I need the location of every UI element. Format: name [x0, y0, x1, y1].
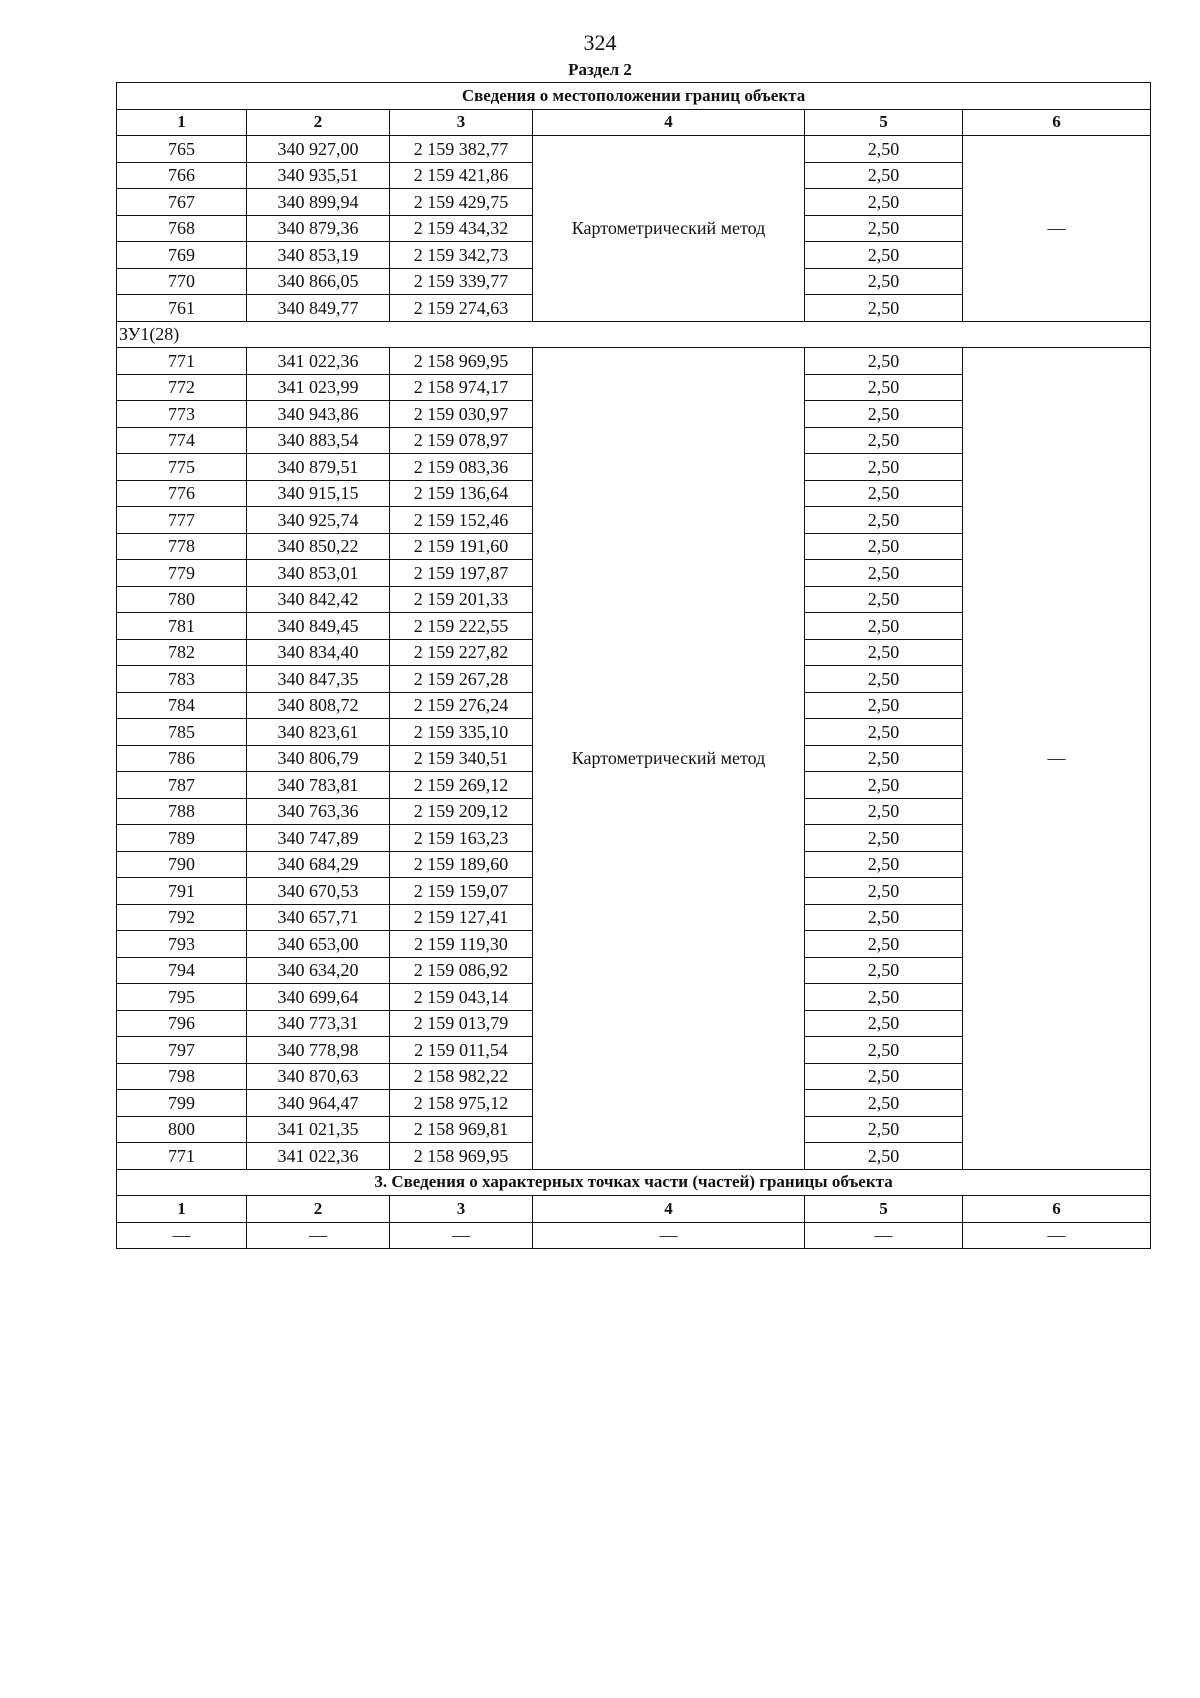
empty-value: — — [963, 1222, 1151, 1249]
table-caption-row — [117, 83, 1151, 110]
point-number: 784 — [117, 692, 247, 719]
point-number: 770 — [117, 268, 247, 295]
group-label: ЗУ1(28) — [117, 321, 1151, 348]
column-header: 5 — [805, 109, 963, 136]
section3-header-row — [117, 1196, 1151, 1223]
column-header: 1 — [117, 109, 247, 136]
description-cell: — — [963, 348, 1151, 1170]
accuracy-value: 2,50 — [805, 401, 963, 428]
coordinate-x: 340 850,22 — [247, 533, 390, 560]
point-number: 779 — [117, 560, 247, 587]
accuracy-value: 2,50 — [805, 215, 963, 242]
section-title: Раздел 2 — [568, 60, 632, 79]
table-row — [117, 348, 1151, 375]
accuracy-value: 2,50 — [805, 719, 963, 746]
column-header: 4 — [533, 1196, 805, 1223]
coordinate-y: 2 159 152,46 — [390, 507, 533, 534]
coordinate-x: 340 747,89 — [247, 825, 390, 852]
accuracy-value: 2,50 — [805, 560, 963, 587]
column-header: 2 — [247, 109, 390, 136]
point-number: 769 — [117, 242, 247, 269]
boundary-table — [116, 82, 1151, 1249]
point-number: 771 — [117, 348, 247, 375]
coordinate-y: 2 159 274,63 — [390, 295, 533, 322]
coordinate-x: 340 763,36 — [247, 798, 390, 825]
accuracy-value: 2,50 — [805, 798, 963, 825]
coordinate-y: 2 159 197,87 — [390, 560, 533, 587]
column-header: 6 — [963, 109, 1151, 136]
point-number: 785 — [117, 719, 247, 746]
point-number: 773 — [117, 401, 247, 428]
group-row — [117, 321, 1151, 348]
accuracy-value: 2,50 — [805, 1063, 963, 1090]
coordinate-x: 340 870,63 — [247, 1063, 390, 1090]
point-number: 774 — [117, 427, 247, 454]
point-number: 789 — [117, 825, 247, 852]
coordinate-y: 2 159 011,54 — [390, 1037, 533, 1064]
coordinate-y: 2 159 163,23 — [390, 825, 533, 852]
point-number: 778 — [117, 533, 247, 560]
coordinate-y: 2 159 159,07 — [390, 878, 533, 905]
coordinate-x: 341 022,36 — [247, 1143, 390, 1170]
point-number: 798 — [117, 1063, 247, 1090]
point-number: 787 — [117, 772, 247, 799]
accuracy-value: 2,50 — [805, 348, 963, 375]
table-row — [117, 136, 1151, 163]
coordinate-y: 2 159 421,86 — [390, 162, 533, 189]
point-number: 800 — [117, 1116, 247, 1143]
accuracy-value: 2,50 — [805, 639, 963, 666]
coordinate-x: 340 634,20 — [247, 957, 390, 984]
column-header: 5 — [805, 1196, 963, 1223]
coordinate-x: 340 684,29 — [247, 851, 390, 878]
point-number: 795 — [117, 984, 247, 1011]
coordinate-y: 2 159 078,97 — [390, 427, 533, 454]
coordinate-y: 2 159 269,12 — [390, 772, 533, 799]
coordinate-y: 2 159 335,10 — [390, 719, 533, 746]
coordinate-y: 2 159 119,30 — [390, 931, 533, 958]
coordinate-x: 340 823,61 — [247, 719, 390, 746]
coordinate-x: 340 657,71 — [247, 904, 390, 931]
coordinate-y: 2 159 136,64 — [390, 480, 533, 507]
coordinate-y: 2 159 030,97 — [390, 401, 533, 428]
accuracy-value: 2,50 — [805, 295, 963, 322]
coordinate-x: 340 853,19 — [247, 242, 390, 269]
coordinate-x: 341 023,99 — [247, 374, 390, 401]
accuracy-value: 2,50 — [805, 454, 963, 481]
accuracy-value: 2,50 — [805, 957, 963, 984]
point-number: 793 — [117, 931, 247, 958]
coordinate-y: 2 159 191,60 — [390, 533, 533, 560]
point-number: 786 — [117, 745, 247, 772]
coordinate-x: 340 866,05 — [247, 268, 390, 295]
coordinate-y: 2 159 276,24 — [390, 692, 533, 719]
section3-data-row — [117, 1222, 1151, 1249]
point-number: 771 — [117, 1143, 247, 1170]
method-cell: Картометрический метод — [533, 136, 805, 322]
accuracy-value: 2,50 — [805, 851, 963, 878]
coordinate-y: 2 159 013,79 — [390, 1010, 533, 1037]
point-number: 788 — [117, 798, 247, 825]
coordinate-y: 2 159 342,73 — [390, 242, 533, 269]
empty-value: — — [390, 1222, 533, 1249]
point-number: 796 — [117, 1010, 247, 1037]
coordinate-x: 340 834,40 — [247, 639, 390, 666]
accuracy-value: 2,50 — [805, 878, 963, 905]
point-number: 766 — [117, 162, 247, 189]
coordinate-x: 340 964,47 — [247, 1090, 390, 1117]
coordinate-y: 2 159 222,55 — [390, 613, 533, 640]
coordinate-x: 340 783,81 — [247, 772, 390, 799]
point-number: 761 — [117, 295, 247, 322]
section3-caption-row — [117, 1169, 1151, 1196]
point-number: 781 — [117, 613, 247, 640]
coordinate-x: 340 883,54 — [247, 427, 390, 454]
accuracy-value: 2,50 — [805, 666, 963, 693]
accuracy-value: 2,50 — [805, 931, 963, 958]
coordinate-y: 2 158 982,22 — [390, 1063, 533, 1090]
accuracy-value: 2,50 — [805, 242, 963, 269]
coordinate-y: 2 158 974,17 — [390, 374, 533, 401]
column-header: 6 — [963, 1196, 1151, 1223]
coordinate-x: 340 935,51 — [247, 162, 390, 189]
coordinate-y: 2 159 340,51 — [390, 745, 533, 772]
coordinate-x: 340 670,53 — [247, 878, 390, 905]
accuracy-value: 2,50 — [805, 427, 963, 454]
empty-value: — — [533, 1222, 805, 1249]
accuracy-value: 2,50 — [805, 1116, 963, 1143]
accuracy-value: 2,50 — [805, 772, 963, 799]
point-number: 792 — [117, 904, 247, 931]
point-number: 765 — [117, 136, 247, 163]
coordinate-y: 2 159 086,92 — [390, 957, 533, 984]
page-number: 324 — [583, 30, 617, 55]
coordinate-x: 340 927,00 — [247, 136, 390, 163]
coordinate-x: 340 808,72 — [247, 692, 390, 719]
coordinate-y: 2 159 267,28 — [390, 666, 533, 693]
coordinate-x: 340 925,74 — [247, 507, 390, 534]
accuracy-value: 2,50 — [805, 825, 963, 852]
coordinate-y: 2 159 429,75 — [390, 189, 533, 216]
coordinate-x: 340 847,35 — [247, 666, 390, 693]
accuracy-value: 2,50 — [805, 984, 963, 1011]
point-number: 790 — [117, 851, 247, 878]
coordinate-x: 341 022,36 — [247, 348, 390, 375]
coordinate-y: 2 159 209,12 — [390, 798, 533, 825]
accuracy-value: 2,50 — [805, 533, 963, 560]
coordinate-x: 340 849,77 — [247, 295, 390, 322]
point-number: 782 — [117, 639, 247, 666]
coordinate-x: 340 915,15 — [247, 480, 390, 507]
column-header: 1 — [117, 1196, 247, 1223]
coordinate-x: 340 853,01 — [247, 560, 390, 587]
coordinate-y: 2 159 127,41 — [390, 904, 533, 931]
coordinate-y: 2 158 969,81 — [390, 1116, 533, 1143]
point-number: 799 — [117, 1090, 247, 1117]
point-number: 775 — [117, 454, 247, 481]
description-cell: — — [963, 136, 1151, 322]
accuracy-value: 2,50 — [805, 374, 963, 401]
accuracy-value: 2,50 — [805, 1090, 963, 1117]
coordinate-y: 2 159 043,14 — [390, 984, 533, 1011]
accuracy-value: 2,50 — [805, 1143, 963, 1170]
accuracy-value: 2,50 — [805, 904, 963, 931]
method-cell: Картометрический метод — [533, 348, 805, 1170]
coordinate-y: 2 159 434,32 — [390, 215, 533, 242]
accuracy-value: 2,50 — [805, 136, 963, 163]
coordinate-x: 340 806,79 — [247, 745, 390, 772]
point-number: 768 — [117, 215, 247, 242]
empty-value: — — [805, 1222, 963, 1249]
point-number: 791 — [117, 878, 247, 905]
table-caption: Сведения о местоположении границ объекта — [117, 83, 1151, 110]
accuracy-value: 2,50 — [805, 162, 963, 189]
column-header: 4 — [533, 109, 805, 136]
empty-value: — — [117, 1222, 247, 1249]
column-header: 3 — [390, 1196, 533, 1223]
column-header: 3 — [390, 109, 533, 136]
point-number: 780 — [117, 586, 247, 613]
accuracy-value: 2,50 — [805, 268, 963, 295]
accuracy-value: 2,50 — [805, 692, 963, 719]
point-number: 783 — [117, 666, 247, 693]
point-number: 797 — [117, 1037, 247, 1064]
coordinate-x: 341 021,35 — [247, 1116, 390, 1143]
accuracy-value: 2,50 — [805, 586, 963, 613]
coordinate-x: 340 943,86 — [247, 401, 390, 428]
coordinate-y: 2 159 339,77 — [390, 268, 533, 295]
coordinate-y: 2 158 969,95 — [390, 1143, 533, 1170]
accuracy-value: 2,50 — [805, 745, 963, 772]
coordinate-x: 340 842,42 — [247, 586, 390, 613]
point-number: 767 — [117, 189, 247, 216]
coordinate-y: 2 159 083,36 — [390, 454, 533, 481]
point-number: 777 — [117, 507, 247, 534]
accuracy-value: 2,50 — [805, 613, 963, 640]
accuracy-value: 2,50 — [805, 1010, 963, 1037]
empty-value: — — [247, 1222, 390, 1249]
section3-caption: 3. Сведения о характерных точках части (частей) границы объекта — [117, 1169, 1151, 1196]
coordinate-x: 340 778,98 — [247, 1037, 390, 1064]
point-number: 794 — [117, 957, 247, 984]
coordinate-y: 2 159 382,77 — [390, 136, 533, 163]
coordinate-x: 340 773,31 — [247, 1010, 390, 1037]
coordinate-y: 2 159 201,33 — [390, 586, 533, 613]
coordinate-x: 340 879,36 — [247, 215, 390, 242]
coordinate-y: 2 158 975,12 — [390, 1090, 533, 1117]
coordinate-x: 340 879,51 — [247, 454, 390, 481]
accuracy-value: 2,50 — [805, 480, 963, 507]
coordinate-y: 2 159 227,82 — [390, 639, 533, 666]
table-header-row — [117, 109, 1151, 136]
coordinate-y: 2 159 189,60 — [390, 851, 533, 878]
coordinate-x: 340 653,00 — [247, 931, 390, 958]
coordinate-x: 340 899,94 — [247, 189, 390, 216]
coordinate-y: 2 158 969,95 — [390, 348, 533, 375]
accuracy-value: 2,50 — [805, 1037, 963, 1064]
accuracy-value: 2,50 — [805, 507, 963, 534]
point-number: 776 — [117, 480, 247, 507]
accuracy-value: 2,50 — [805, 189, 963, 216]
coordinate-x: 340 849,45 — [247, 613, 390, 640]
coordinate-x: 340 699,64 — [247, 984, 390, 1011]
point-number: 772 — [117, 374, 247, 401]
column-header: 2 — [247, 1196, 390, 1223]
